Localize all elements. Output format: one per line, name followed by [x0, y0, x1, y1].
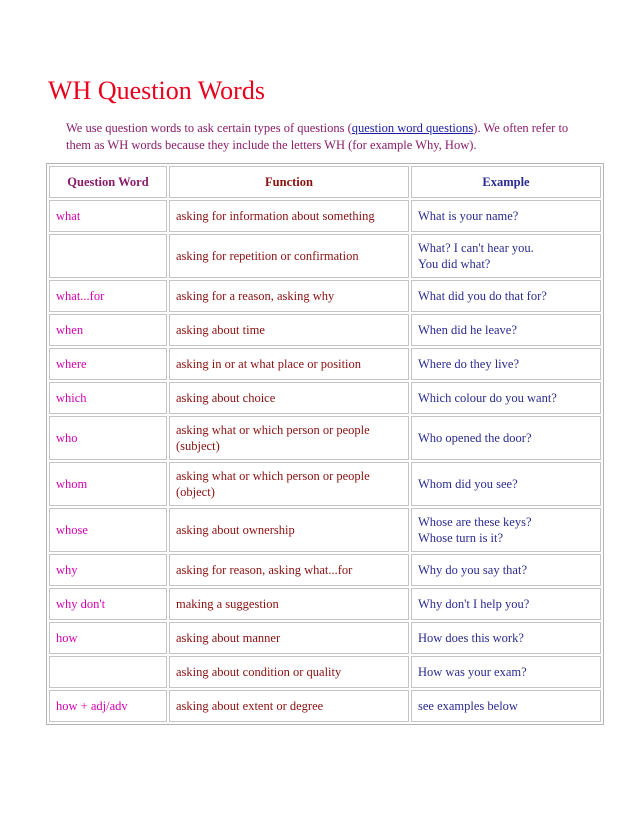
example-line: Why don't I help you? — [418, 597, 530, 611]
function-line: asking about ownership — [176, 523, 295, 537]
function-line: asking about choice — [176, 391, 276, 405]
cell-example — [411, 416, 601, 460]
table-row — [49, 554, 601, 586]
example-line: Who opened the door? — [418, 431, 532, 445]
cell-example — [411, 554, 601, 586]
cell-example — [411, 588, 601, 620]
function-line: asking about extent or degree — [176, 699, 324, 713]
table-row — [49, 656, 601, 688]
table-row — [49, 508, 601, 552]
table-row — [49, 416, 601, 460]
intro-paragraph — [66, 120, 586, 154]
function-line: asking about time — [176, 323, 265, 337]
question-word-questions-link[interactable]: question word questions — [351, 121, 474, 135]
cell-function — [169, 234, 409, 278]
cell-function — [169, 314, 409, 346]
table-header-row — [49, 166, 601, 198]
cell-function — [169, 200, 409, 232]
header-question-word: Question Word — [49, 166, 167, 198]
intro-text-after-link: ). We often refer to them as WH words because they include the letters WH (for example Why, How). — [66, 121, 569, 152]
table-row — [49, 690, 601, 722]
table-row — [49, 234, 601, 278]
example-line: Which colour do you want? — [418, 391, 557, 405]
cell-example — [411, 622, 601, 654]
function-line: (subject) — [176, 439, 220, 453]
function-line: (object) — [176, 485, 215, 499]
cell-function — [169, 280, 409, 312]
cell-example — [411, 690, 601, 722]
example-line: How does this work? — [418, 631, 524, 645]
function-line: asking in or at what place or position — [176, 357, 362, 371]
function-line: asking for reason, asking what...for — [176, 563, 353, 577]
function-line: asking what or which person or people — [176, 469, 370, 483]
example-line: see examples below — [418, 699, 518, 713]
cell-question-word: who — [49, 416, 167, 460]
cell-example — [411, 200, 601, 232]
intro-text-before-link: We use question words to ask certain types of questions ( — [66, 121, 352, 135]
header-function: Function — [169, 166, 409, 198]
function-line: asking about condition or quality — [176, 665, 342, 679]
table-row — [49, 348, 601, 380]
function-line: asking what or which person or people — [176, 423, 370, 437]
cell-function — [169, 554, 409, 586]
cell-function — [169, 382, 409, 414]
function-line: asking for repetition or confirmation — [176, 249, 359, 263]
cell-function — [169, 508, 409, 552]
cell-question-word: what — [49, 200, 167, 232]
cell-question-word: where — [49, 348, 167, 380]
wh-question-table — [46, 163, 604, 725]
table-body — [49, 200, 601, 722]
example-line: You did what? — [418, 257, 491, 271]
cell-example — [411, 348, 601, 380]
cell-question-word: when — [49, 314, 167, 346]
cell-question-word: how — [49, 622, 167, 654]
function-line: asking about manner — [176, 631, 281, 645]
cell-function — [169, 416, 409, 460]
table-row — [49, 314, 601, 346]
example-line: What did you do that for? — [418, 289, 547, 303]
table-row — [49, 588, 601, 620]
example-line: Whom did you see? — [418, 477, 518, 491]
table-row — [49, 382, 601, 414]
table-row — [49, 622, 601, 654]
cell-question-word: why — [49, 554, 167, 586]
function-line: asking for a reason, asking why — [176, 289, 335, 303]
cell-function — [169, 690, 409, 722]
table-row — [49, 280, 601, 312]
cell-question-word: whom — [49, 462, 167, 506]
cell-example — [411, 280, 601, 312]
cell-question-word: what...for — [49, 280, 167, 312]
example-line: Why do you say that? — [418, 563, 528, 577]
example-line: What? I can't hear you. — [418, 241, 534, 255]
cell-question-word: whose — [49, 508, 167, 552]
cell-function — [169, 588, 409, 620]
header-example: Example — [411, 166, 601, 198]
example-line: How was your exam? — [418, 665, 527, 679]
cell-question-word — [49, 234, 167, 278]
cell-question-word — [49, 656, 167, 688]
page-title: WH Question Words — [48, 76, 265, 105]
cell-function — [169, 348, 409, 380]
cell-example — [411, 382, 601, 414]
cell-example — [411, 462, 601, 506]
cell-example — [411, 508, 601, 552]
cell-question-word: why don't — [49, 588, 167, 620]
cell-function — [169, 656, 409, 688]
function-line: asking for information about something — [176, 209, 375, 223]
cell-example — [411, 314, 601, 346]
table-row — [49, 200, 601, 232]
example-line: What is your name? — [418, 209, 519, 223]
function-line: making a suggestion — [176, 597, 279, 611]
cell-function — [169, 622, 409, 654]
cell-function — [169, 462, 409, 506]
example-line: When did he leave? — [418, 323, 517, 337]
cell-question-word: how + adj/adv — [49, 690, 167, 722]
example-line: Whose turn is it? — [418, 531, 504, 545]
cell-question-word: which — [49, 382, 167, 414]
example-line: Whose are these keys? — [418, 515, 532, 529]
example-line: Where do they live? — [418, 357, 519, 371]
cell-example — [411, 656, 601, 688]
cell-example — [411, 234, 601, 278]
table-row — [49, 462, 601, 506]
